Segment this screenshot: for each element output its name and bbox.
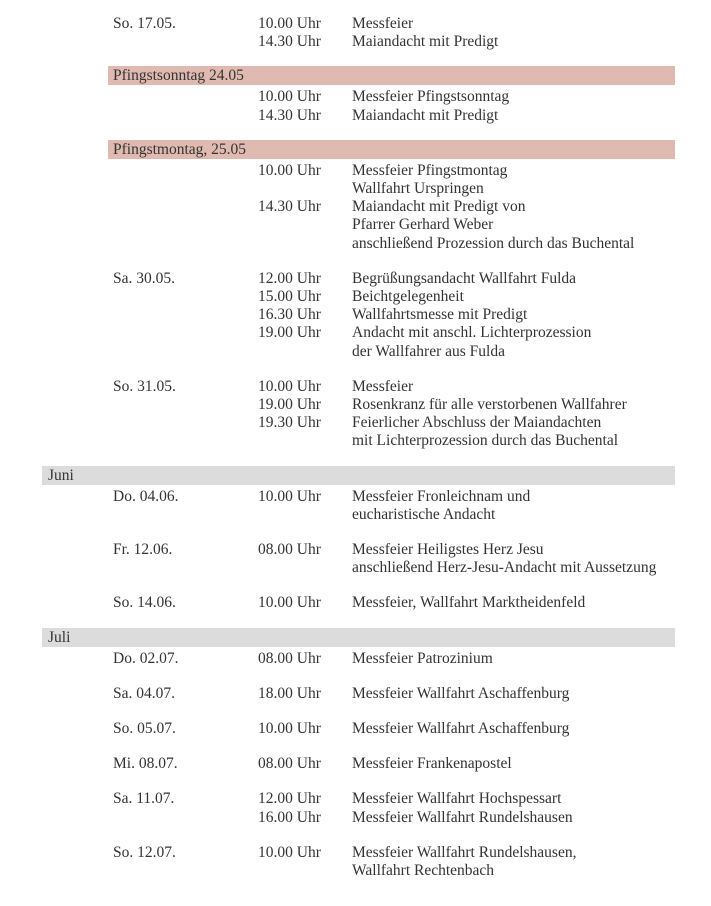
schedule-row (0, 288, 711, 306)
schedule-row (0, 33, 711, 51)
schedule-row (0, 541, 711, 559)
date-cell (113, 107, 258, 125)
schedule-row (0, 720, 711, 738)
schedule-row (0, 306, 711, 324)
event-cell: Messfeier Wallfahrt Hochspessart (352, 790, 562, 808)
event-cell: Messfeier Wallfahrt Rundelshausen, (352, 843, 577, 861)
time-cell: 08.00 Uhr (258, 649, 321, 667)
schedule-row (0, 844, 711, 862)
date-cell (113, 324, 258, 342)
date-cell (113, 216, 258, 234)
date-cell: Sa. 11.07. (113, 790, 175, 808)
date-cell (113, 506, 258, 524)
schedule-row (0, 432, 711, 450)
event-cell: mit Lichterprozession durch das Buchental (352, 432, 619, 450)
time-cell: 14.30 Uhr (258, 33, 321, 51)
date-cell (113, 559, 258, 577)
event-cell: Wallfahrtsmesse mit Predigt (352, 306, 528, 324)
schedule-group (0, 162, 711, 253)
date-cell: So. 12.07. (113, 843, 176, 861)
schedule-row (0, 180, 711, 198)
section-header-label: Pfingstmontag, 25.05 (113, 140, 247, 158)
schedule-row (0, 559, 711, 577)
schedule-group (0, 755, 711, 773)
time-cell: 16.30 Uhr (258, 306, 321, 324)
date-cell (113, 198, 258, 216)
schedule-row (0, 162, 711, 180)
schedule-row (0, 343, 711, 361)
event-cell: Maiandacht mit Predigt von (352, 198, 526, 216)
schedule-row (0, 506, 711, 524)
time-cell: 10.00 Uhr (258, 843, 321, 861)
schedule-row (0, 790, 711, 808)
date-cell (113, 414, 258, 432)
time-cell: 16.00 Uhr (258, 808, 321, 826)
event-cell: der Wallfahrer aus Fulda (352, 342, 505, 360)
event-cell: Messfeier Wallfahrt Rundelshausen (352, 808, 573, 826)
time-cell: 12.00 Uhr (258, 790, 321, 808)
event-cell: Messfeier Pfingstmontag (352, 161, 508, 179)
date-cell: Sa. 30.05. (113, 269, 175, 287)
event-cell: Messfeier (352, 377, 414, 395)
schedule-row (0, 594, 711, 612)
event-cell: Andacht mit anschl. Lichterprozession (352, 324, 592, 342)
event-cell: Messfeier Patrozinium (352, 649, 493, 667)
time-cell: 14.30 Uhr (258, 106, 321, 124)
time-cell: 18.00 Uhr (258, 684, 321, 702)
time-cell: 10.00 Uhr (258, 594, 321, 612)
section-header-label: Juli (48, 628, 71, 646)
date-cell: So. 31.05. (113, 377, 176, 395)
schedule-row (0, 488, 711, 506)
event-cell: Begrüßungsandacht Wallfahrt Fulda (352, 269, 577, 287)
schedule-group (0, 488, 711, 524)
time-cell: 15.00 Uhr (258, 288, 321, 306)
date-cell (113, 396, 258, 414)
time-cell: 10.00 Uhr (258, 88, 321, 106)
time-cell: 14.30 Uhr (258, 198, 321, 216)
event-cell: Maiandacht mit Predigt (352, 33, 499, 51)
schedule-row (0, 107, 711, 125)
schedule-group (0, 685, 711, 703)
event-cell: Rosenkranz für alle verstorbenen Wallfahrer (352, 396, 627, 414)
section-header (108, 140, 675, 159)
section-header-label: Juni (48, 466, 74, 484)
date-cell (113, 88, 258, 106)
schedule-group (0, 594, 711, 612)
time-cell: 10.00 Uhr (258, 377, 321, 395)
date-cell: So. 05.07. (113, 720, 176, 738)
schedule-group (0, 88, 711, 124)
event-cell: anschließend Prozession durch das Buchental (352, 234, 635, 252)
event-cell: Feierlicher Abschluss der Maiandachten (352, 414, 602, 432)
section-header (42, 466, 675, 485)
time-cell (258, 216, 352, 234)
date-cell: Mi. 08.07. (113, 755, 178, 773)
date-cell: So. 14.06. (113, 594, 176, 612)
time-cell (258, 862, 352, 880)
time-cell (258, 559, 352, 577)
schedule-group (0, 541, 711, 577)
schedule-group (0, 15, 711, 51)
time-cell (258, 343, 352, 361)
schedule-group (0, 378, 711, 451)
time-cell: 19.00 Uhr (258, 324, 321, 342)
schedule-row (0, 378, 711, 396)
section-header-label: Pfingstsonntag 24.05 (113, 67, 244, 85)
time-cell: 10.00 Uhr (258, 720, 321, 738)
date-cell (113, 306, 258, 324)
date-cell: Fr. 12.06. (113, 541, 173, 559)
date-cell: Sa. 04.07. (113, 684, 175, 702)
schedule-row (0, 216, 711, 234)
time-cell (258, 235, 352, 253)
date-cell (113, 33, 258, 51)
schedule-group (0, 844, 711, 880)
event-cell: Wallfahrt Urspringen (352, 180, 484, 198)
date-cell (113, 235, 258, 253)
date-cell (113, 862, 258, 880)
date-cell (113, 288, 258, 306)
date-cell: Do. 02.07. (113, 649, 179, 667)
schedule-row (0, 685, 711, 703)
schedule-row (0, 235, 711, 253)
event-cell: Messfeier Pfingstsonntag (352, 88, 510, 106)
time-cell: 08.00 Uhr (258, 755, 321, 773)
time-cell (258, 432, 352, 450)
schedule-row (0, 650, 711, 668)
section-header (108, 66, 675, 85)
schedule-row (0, 15, 711, 33)
schedule-row (0, 809, 711, 827)
schedule-row (0, 862, 711, 880)
date-cell (113, 809, 258, 827)
schedule-group (0, 270, 711, 361)
schedule-row (0, 414, 711, 432)
date-cell: Do. 04.06. (113, 487, 179, 505)
schedule (0, 15, 711, 880)
time-cell: 08.00 Uhr (258, 541, 321, 559)
schedule-row (0, 755, 711, 773)
date-cell: So. 17.05. (113, 15, 176, 32)
time-cell: 12.00 Uhr (258, 269, 321, 287)
time-cell: 19.30 Uhr (258, 414, 321, 432)
time-cell: 10.00 Uhr (258, 487, 321, 505)
date-cell (113, 343, 258, 361)
event-cell: Messfeier Heiligstes Herz Jesu (352, 541, 544, 559)
schedule-row (0, 88, 711, 106)
event-cell: Pfarrer Gerhard Weber (352, 216, 494, 234)
date-cell (113, 180, 258, 198)
event-cell: eucharistische Andacht (352, 505, 496, 523)
event-cell: Messfeier, Wallfahrt Marktheidenfeld (352, 594, 586, 612)
time-cell: 10.00 Uhr (258, 15, 321, 32)
date-cell (113, 162, 258, 180)
time-cell (258, 506, 352, 524)
event-cell: Messfeier (352, 15, 414, 32)
schedule-group (0, 720, 711, 738)
schedule-row (0, 198, 711, 216)
schedule-row (0, 324, 711, 342)
event-cell: Beichtgelegenheit (352, 288, 464, 306)
section-header (42, 628, 675, 647)
event-cell: Messfeier Wallfahrt Aschaffenburg (352, 720, 570, 738)
time-cell: 19.00 Uhr (258, 396, 321, 414)
schedule-group (0, 650, 711, 668)
date-cell (113, 432, 258, 450)
event-cell: Maiandacht mit Predigt (352, 106, 499, 124)
time-cell: 10.00 Uhr (258, 161, 321, 179)
schedule-row (0, 270, 711, 288)
time-cell (258, 180, 352, 198)
event-cell: Messfeier Fronleichnam und (352, 487, 531, 505)
event-cell: Wallfahrt Rechtenbach (352, 862, 495, 880)
event-cell: anschließend Herz-Jesu-Andacht mit Aussetzung (352, 559, 657, 577)
schedule-row (0, 396, 711, 414)
event-cell: Messfeier Frankenapostel (352, 755, 512, 773)
event-cell: Messfeier Wallfahrt Aschaffenburg (352, 684, 570, 702)
schedule-group (0, 790, 711, 826)
